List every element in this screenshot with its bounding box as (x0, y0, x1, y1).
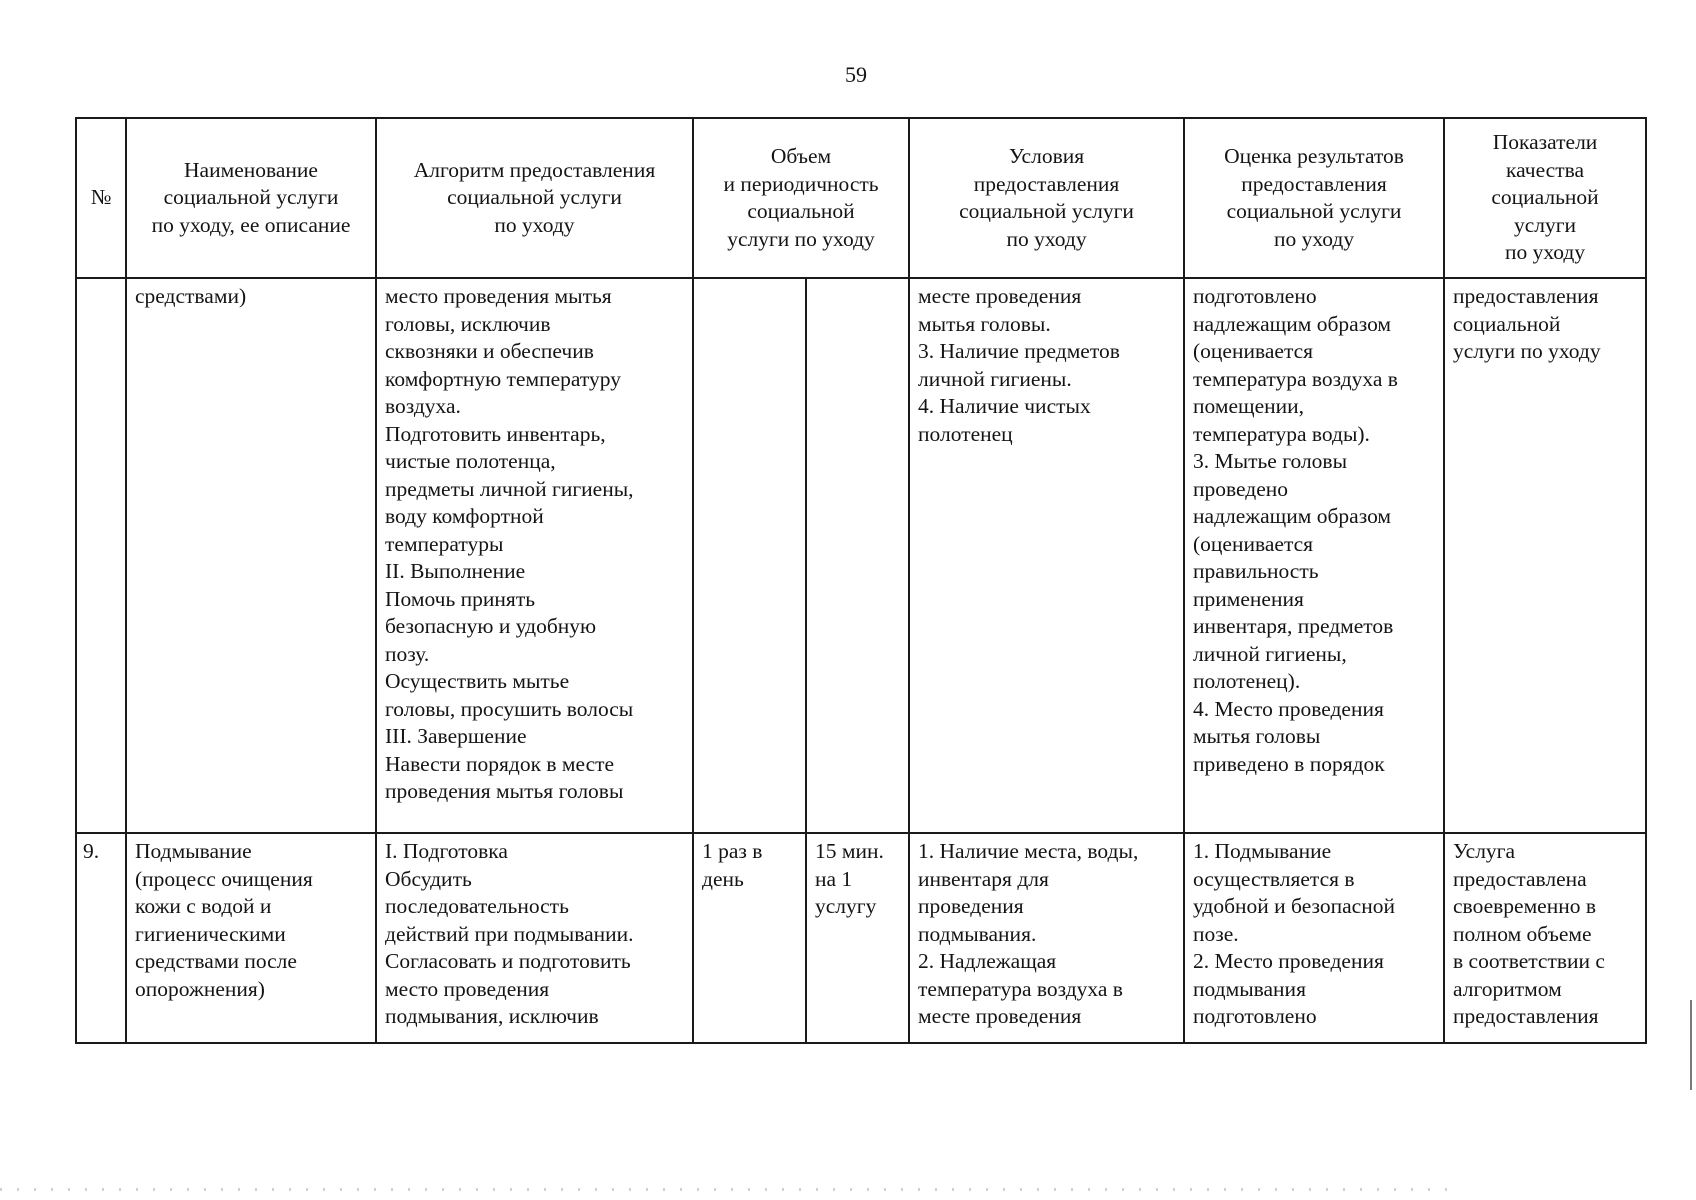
cell-algorithm: место проведения мытья головы, исключив сквозняки и обеспечив комфортную температуру воздуха. Подготовить инвентарь, чистые полотенца, предметы личной гигиены, воду комфортной температуры II. Выполнение Помочь принять безопасную и удобную позу. Осуществить мытье головы, просушить волосы III. Завершение Навести порядок в месте проведения мытья головы (376, 278, 693, 833)
header-number: № (76, 118, 126, 278)
header-evaluation: Оценка результатов предоставления социальной услуги по уходу (1184, 118, 1444, 278)
cell-evaluation: 1. Подмывание осуществляется в удобной и безопасной позе. 2. Место проведения подмывания подготовлено (1184, 833, 1444, 1043)
cell-number: 9. (76, 833, 126, 1043)
cell-service-name: средствами) (126, 278, 376, 833)
cell-number (76, 278, 126, 833)
header-service-name: Наименование социальной услуги по уходу, ее описание (126, 118, 376, 278)
cell-quality: Услуга предоставлена своевременно в полном объеме в соответствии с алгоритмом предоставления (1444, 833, 1646, 1043)
header-conditions: Условия предоставления социальной услуги по уходу (909, 118, 1184, 278)
cell-duration: 15 мин. на 1 услугу (806, 833, 909, 1043)
page-number: 59 (845, 62, 867, 87)
cell-duration (806, 278, 909, 833)
cell-quality: предоставления социальной услуги по уходу (1444, 278, 1646, 833)
cell-conditions: месте проведения мытья головы. 3. Наличие предметов личной гигиены. 4. Наличие чистых полотенец (909, 278, 1184, 833)
cell-algorithm: I. Подготовка Обсудить последовательность действий при подмывании. Согласовать и подготовить место проведения подмывания, исключив (376, 833, 693, 1043)
services-table (75, 117, 1647, 1044)
scan-edge-mark (1690, 1000, 1692, 1090)
scan-noise-line (0, 1188, 1450, 1191)
header-quality: Показатели качества социальной услуги по уходу (1444, 118, 1646, 278)
header-volume-frequency: Объем и периодичность социальной услуги по уходу (693, 118, 909, 278)
cell-conditions: 1. Наличие места, воды, инвентаря для проведения подмывания. 2. Надлежащая температура воздуха в месте проведения (909, 833, 1184, 1043)
cell-frequency: 1 раз в день (693, 833, 806, 1043)
cell-evaluation: подготовлено надлежащим образом (оценивается температура воздуха в помещении, температура воды). 3. Мытье головы проведено надлежащим образом (оценивается правильность применения инвентаря, предметов личной гигиены, полотенец). 4. Место проведения мытья головы приведено в порядок (1184, 278, 1444, 833)
header-algorithm: Алгоритм предоставления социальной услуги по уходу (376, 118, 693, 278)
cell-frequency (693, 278, 806, 833)
table-row (76, 278, 1646, 833)
table-header-row (76, 118, 1646, 278)
table-row (76, 833, 1646, 1043)
cell-service-name: Подмывание (процесс очищения кожи с водой и гигиеническими средствами после опорожнения) (126, 833, 376, 1043)
